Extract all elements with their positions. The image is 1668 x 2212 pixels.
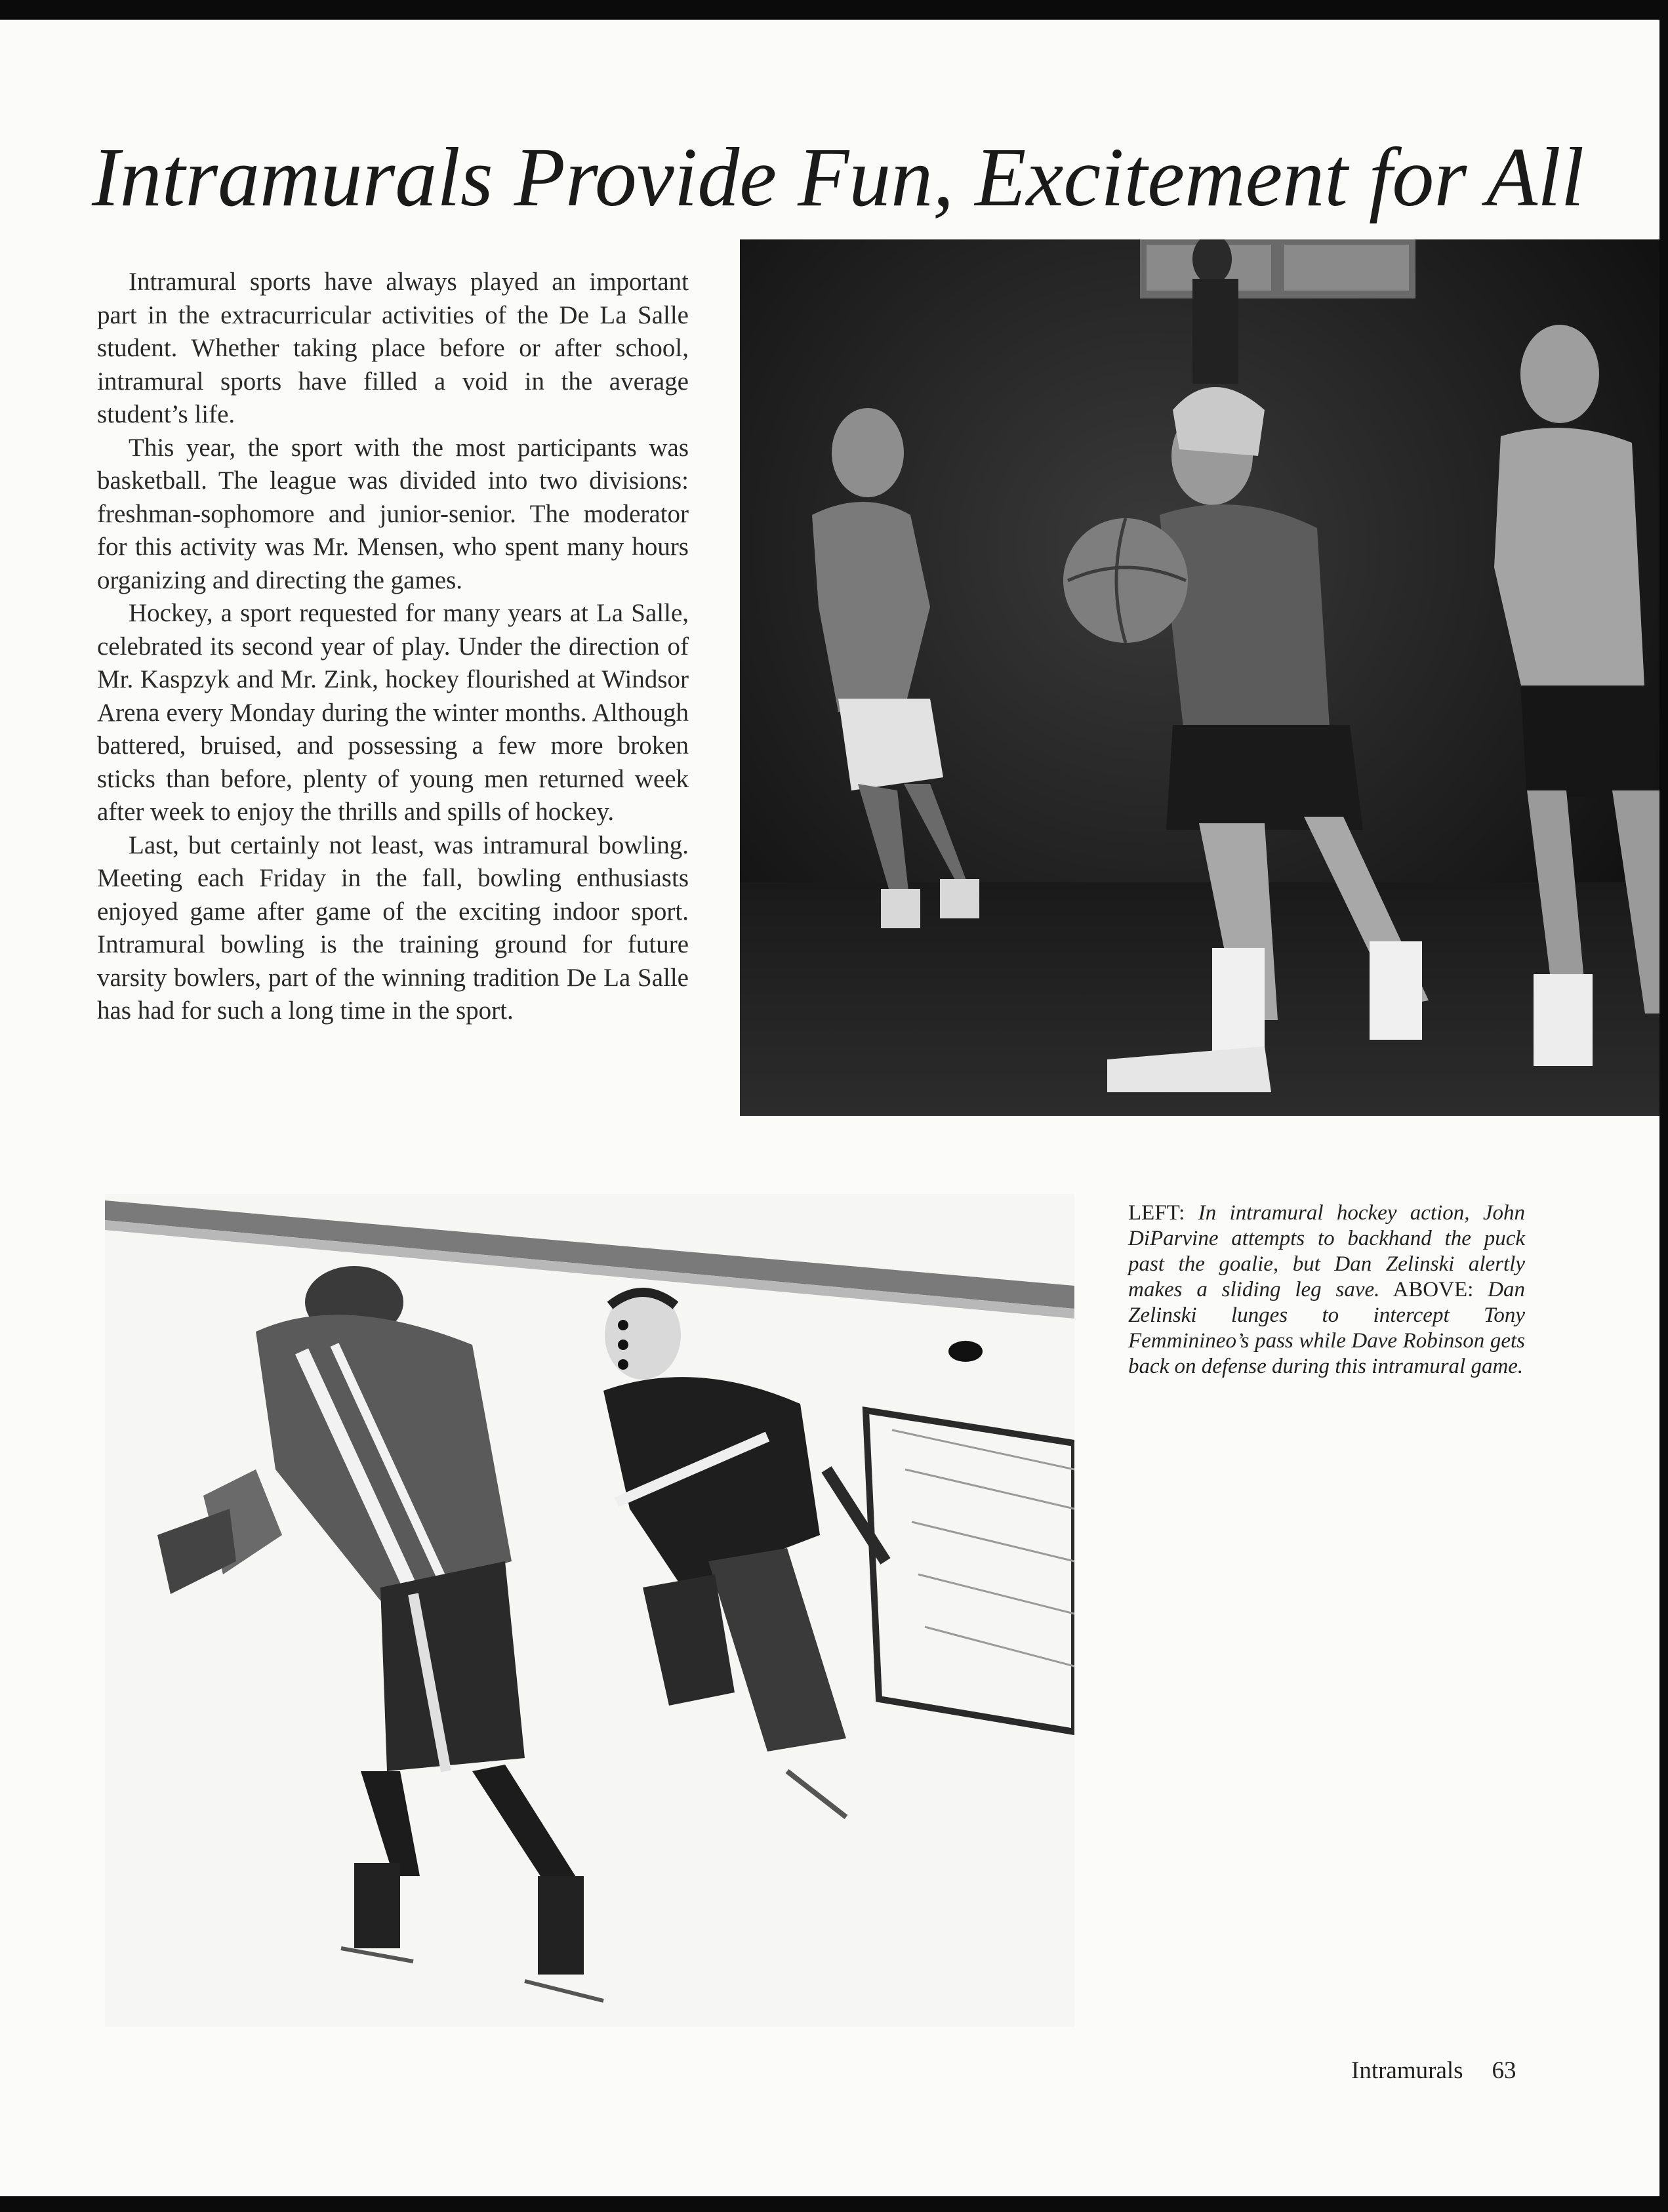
basketball-photo xyxy=(740,239,1659,1116)
article-body xyxy=(97,266,689,1028)
article-paragraph: Hockey, a sport requested for many years at La Salle, celebrated its second year of play. Under the direction of Mr. Kaspzyk and Mr. Zink, hockey flourished at Windsor Arena every Monday during the winter months. Although battered, bruised, and possessing a few more broken sticks than before, plenty of young men returned week after week to enjoy the thrills and spills of hockey. xyxy=(97,599,689,826)
yearbook-page xyxy=(0,20,1659,2196)
caption-left-text: In intramural hockey action, John DiParvine attempts to backhand the puck past the goalie, but Dan Zelinski alertly makes a sliding leg save. xyxy=(1128,1201,1526,1301)
photo-caption xyxy=(1128,1200,1525,1380)
page-headline: Intramurals Provide Fun, Excitement for All xyxy=(92,131,1585,224)
article-paragraph: Intramural sports have always played an important part in the extracurricular activities of the De La Salle student. Whether taking place before or after school, intramural sports have filled a void in the average student’s life. xyxy=(97,268,689,428)
article-paragraph: Last, but certainly not least, was intramural bowling. Meeting each Friday in the fall, bowling enthusiasts enjoyed game after game of the exciting indoor sport. Intramural bowling is the training ground for future varsity bowlers, part of the winning tradition De La Salle has had for such a long time in the sport. xyxy=(97,830,689,1025)
caption-above-text: Dan Zelinski lunges to intercept Tony Femminineo’s pass while Dave Robinson gets back on defense during this intramural game. xyxy=(1128,1278,1525,1378)
hockey-photo xyxy=(105,1194,1074,2027)
page-footer xyxy=(1351,2057,1516,2085)
article-paragraph: This year, the sport with the most participants was basketball. The league was divided into two divisions: freshman-sophomore and junior-senior. The moderator for this activity was Mr. Mensen, who spent many hours organizing and directing the games. xyxy=(97,433,689,594)
footer-section-name: Intramurals xyxy=(1351,2057,1463,2084)
page-number: 63 xyxy=(1492,2057,1516,2084)
basketball-photo-graphic xyxy=(740,239,1659,1116)
hockey-photo-graphic xyxy=(105,1194,1074,2027)
caption-left-label: LEFT: xyxy=(1128,1201,1185,1225)
caption-above-label: ABOVE: xyxy=(1393,1278,1474,1301)
